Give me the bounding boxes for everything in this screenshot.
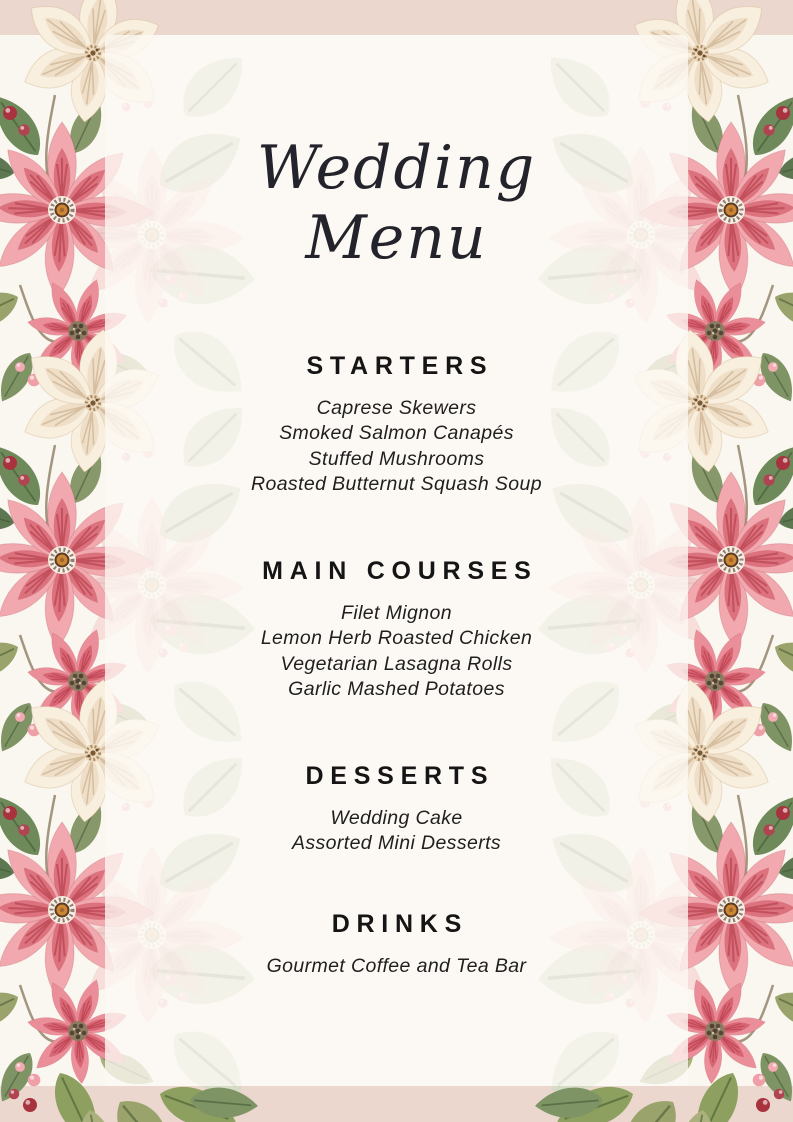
- menu-item: Assorted Mini Desserts: [291, 832, 502, 855]
- menu-item: Wedding Cake: [330, 807, 463, 829]
- section-header: MAIN COURSES: [262, 557, 538, 585]
- menu-section-main-courses: [105, 556, 688, 703]
- section-header: STARTERS: [306, 352, 494, 380]
- menu-title-line1: Wedding: [256, 133, 537, 203]
- section-items: [105, 954, 688, 979]
- section-items: [105, 396, 688, 498]
- menu-title-line2: Menu: [305, 203, 488, 273]
- menu-item: Smoked Salmon Canapés: [279, 422, 514, 445]
- menu-item: Garlic Mashed Potatoes: [288, 678, 505, 701]
- section-items: [105, 806, 688, 857]
- menu-item: Roasted Butternut Squash Soup: [250, 473, 542, 496]
- menu-section-drinks: [105, 909, 688, 979]
- menu-content: [105, 0, 688, 1122]
- menu-item: Vegetarian Lasagna Rolls: [280, 652, 513, 675]
- menu-section-desserts: [105, 761, 688, 857]
- section-header: DRINKS: [331, 910, 469, 938]
- section-header: DESSERTS: [305, 762, 495, 790]
- menu-item: Caprese Skewers: [316, 397, 477, 419]
- menu-item: Lemon Herb Roasted Chicken: [260, 627, 533, 650]
- menu-item: Filet Mignon: [341, 602, 452, 624]
- menu-section-starters: [105, 351, 688, 498]
- menu-item: Gourmet Coffee and Tea Bar: [266, 955, 527, 977]
- menu-item: Stuffed Mushrooms: [308, 447, 485, 470]
- menu-title: [105, 133, 688, 273]
- section-items: [105, 601, 688, 703]
